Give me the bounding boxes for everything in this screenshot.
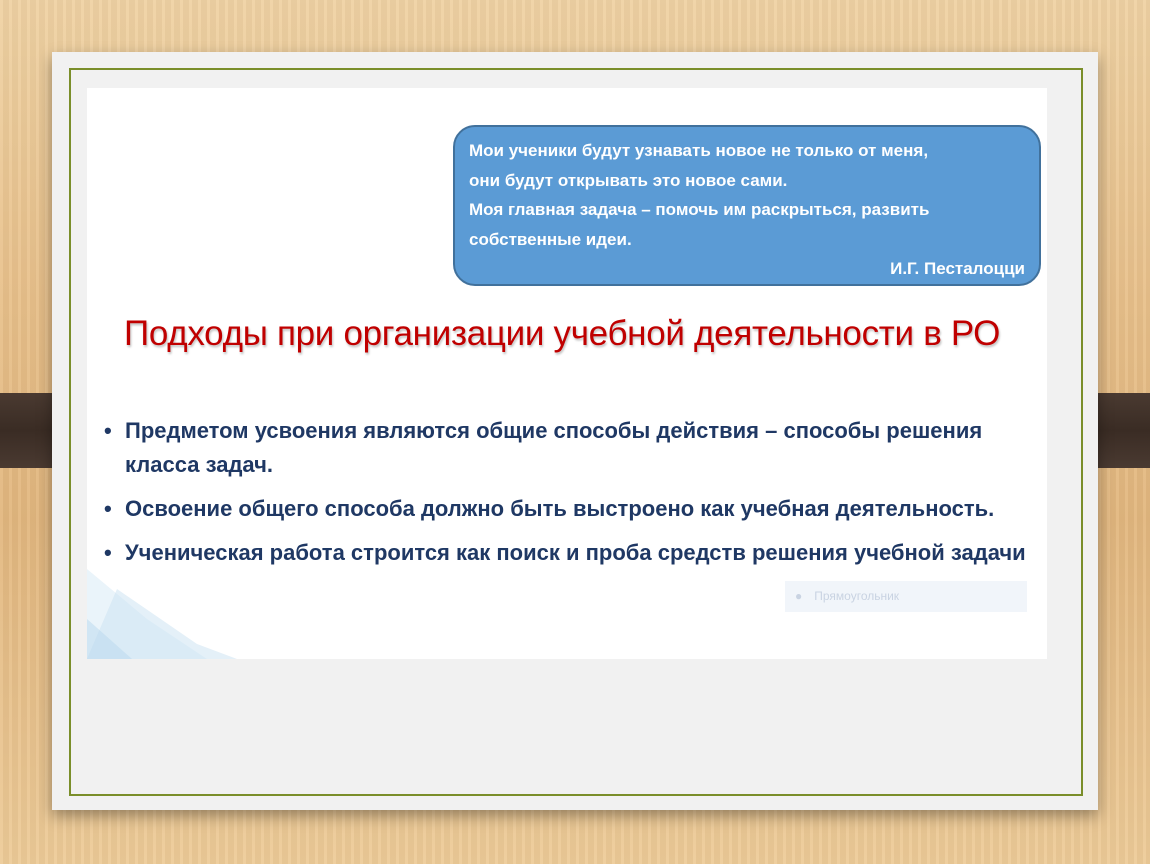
bullet-list bbox=[99, 414, 1039, 580]
bullet-item bbox=[99, 492, 1039, 526]
bullet-text: Предметом усвоения являются общие способы действия – способы решения класса задач. bbox=[125, 418, 983, 477]
ghost-dot-icon: ● bbox=[795, 589, 803, 603]
bullet-item bbox=[99, 414, 1039, 482]
quote-line: Моя главная задача – помочь им раскрыться, развить bbox=[469, 200, 930, 219]
quote-line: собственные идеи. bbox=[469, 229, 632, 249]
paper-sheet bbox=[52, 52, 1098, 810]
quote-callout bbox=[453, 125, 1041, 286]
bullet-dot-icon: • bbox=[104, 496, 112, 521]
bullet-item bbox=[99, 536, 1039, 570]
bullet-text: Освоение общего способа должно быть выстроено как учебная деятельность. bbox=[125, 496, 995, 521]
ghost-label-text: Прямоугольник bbox=[814, 589, 900, 603]
bullet-text: Ученическая работа строится как поиск и проба средств решения учебной задачи bbox=[125, 540, 1026, 565]
quote-line: они будут открывать это новое сами. bbox=[469, 170, 788, 190]
slide-title: Подходы при организации учебной деятельности в РО bbox=[124, 314, 1001, 353]
slide bbox=[87, 88, 1047, 659]
bullet-dot-icon: • bbox=[104, 418, 112, 443]
ghost-shape-label bbox=[785, 581, 1027, 612]
quote-author: И.Г. Песталоцци bbox=[890, 259, 1025, 278]
bullet-dot-icon: • bbox=[104, 540, 112, 565]
quote-line: Мои ученики будут узнавать новое не только от меня, bbox=[469, 141, 929, 160]
